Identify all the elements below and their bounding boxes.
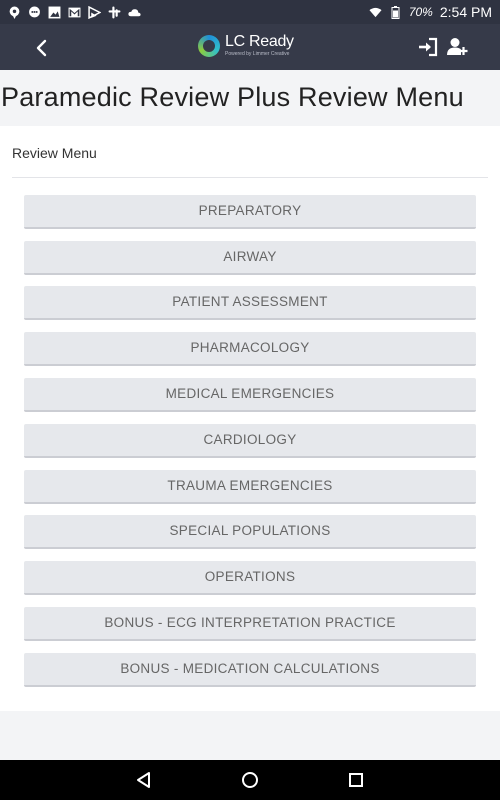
menu-button-patient-assessment[interactable]: PATIENT ASSESSMENT [24,286,476,320]
recent-square-icon[interactable] [346,770,366,790]
menu-button-medical-emergencies[interactable]: MEDICAL EMERGENCIES [24,378,476,412]
menu-button-trauma-emergencies[interactable]: TRAUMA EMERGENCIES [24,470,476,504]
menu-button-pharmacology[interactable]: PHARMACOLOGY [24,332,476,366]
menu-button-preparatory[interactable]: PREPARATORY [24,195,476,229]
menu-button-medication-calculations[interactable]: BONUS - MEDICATION CALCULATIONS [24,653,476,687]
home-circle-icon[interactable] [240,770,260,790]
logo-text: LC Ready [225,33,294,50]
play-store-icon [88,6,101,19]
wifi-icon [369,6,382,19]
app-logo [198,34,294,57]
chat-bubble-icon [28,6,41,19]
add-user-icon[interactable] [446,36,468,58]
page-title: Paramedic Review Plus Review Menu [1,82,464,112]
menu-button-special-populations[interactable]: SPECIAL POPULATIONS [24,515,476,549]
image-icon [48,6,61,19]
menu-button-ecg-interpretation[interactable]: BONUS - ECG INTERPRETATION PRACTICE [24,607,476,641]
battery-icon [389,6,402,19]
logo-subtext: Powered by Limmer Creative [225,51,290,57]
status-time: 2:54 PM [439,4,492,20]
cloud-icon [128,6,141,19]
review-menu-card [0,126,500,711]
back-arrow-icon[interactable] [30,36,54,60]
gmail-icon [68,6,81,19]
menu-button-operations[interactable]: OPERATIONS [24,561,476,595]
back-triangle-icon[interactable] [134,770,154,790]
status-right-icons [369,4,492,20]
app-bar [0,24,500,70]
logo-mark-icon [198,35,220,57]
card-header [12,126,488,178]
status-bar [0,0,500,24]
battery-percentage: 70% [408,5,433,19]
page-title-area [0,70,500,126]
location-pin-icon [8,6,21,19]
slack-icon [108,6,121,19]
login-icon[interactable] [417,36,439,58]
menu-button-cardiology[interactable]: CARDIOLOGY [24,424,476,458]
menu-button-airway[interactable]: AIRWAY [24,241,476,275]
system-nav-bar [0,760,500,800]
status-left-icons [8,6,141,19]
card-header-title: Review Menu [12,145,97,161]
